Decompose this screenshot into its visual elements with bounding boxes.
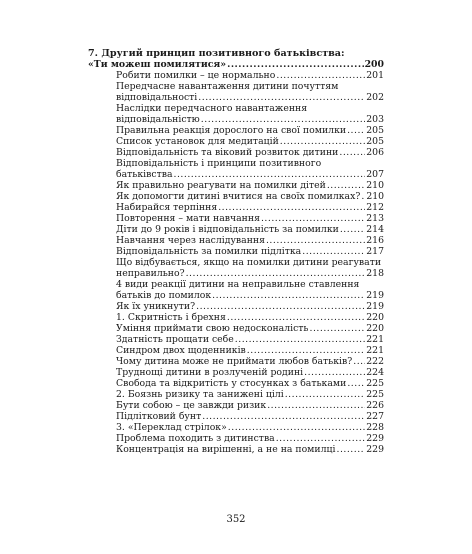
dot-leader (201, 114, 365, 125)
toc-entry-title: Проблема походить з дитинства (116, 433, 275, 444)
dot-leader (202, 411, 365, 422)
toc-entry-title-line: Передчасне навантаження дитини почуттям (116, 81, 339, 92)
toc-entry-title: Відповідальність та віковий розвиток дитини (116, 147, 339, 158)
toc-entry (88, 279, 384, 301)
dot-leader (276, 70, 365, 81)
toc-entry-row (88, 202, 384, 213)
toc-entry-title-line: Що відбувається, якщо на помилки дитини реагувати (116, 257, 382, 268)
toc-entry-row (88, 400, 384, 411)
toc-entry (88, 356, 384, 367)
section-heading: 7. Другий принцип позитивного батьківства: (88, 48, 345, 59)
dot-leader (227, 312, 365, 323)
toc-entry-row (88, 444, 384, 455)
dot-leader (339, 147, 365, 158)
toc-entry-page: 221 (366, 345, 384, 356)
toc-entry-row (88, 224, 384, 235)
dot-leader (261, 213, 365, 224)
toc-entry-page: 205 (366, 136, 384, 147)
toc-entry-title: Відповідальність за помилки підлітка (116, 246, 302, 257)
toc-entry-page: 201 (366, 70, 384, 81)
toc-entry-title: Як їх уникнути? (116, 301, 196, 312)
page-number: 352 (226, 514, 246, 525)
toc-entry-row (88, 59, 384, 70)
toc-entry (88, 323, 384, 334)
toc-entry (88, 59, 384, 70)
toc-entry-title: Здатність прощати себе (116, 334, 234, 345)
toc-entry-row (88, 334, 384, 345)
toc-entry-title: Набирайся терпіння (116, 202, 218, 213)
toc-entry-title: батьківства (116, 169, 173, 180)
toc-entry-title: Концентрація на вирішенні, а не на помилці (116, 444, 336, 455)
toc-entry-title: батьків до помилок (116, 290, 212, 301)
dot-leader (227, 59, 364, 70)
toc-entry (88, 235, 384, 246)
toc-entry-row (88, 125, 384, 136)
toc-entry-row (88, 70, 384, 81)
toc-entry-page: 205 (366, 125, 384, 136)
toc-entry-page: 226 (366, 400, 384, 411)
dot-leader (267, 400, 365, 411)
toc-entry (88, 378, 384, 389)
toc-entry-row (88, 290, 384, 301)
toc-entry-title: неправильно? (116, 268, 185, 279)
toc-entry-title: Робити помилки – це нормально (116, 70, 276, 81)
dot-leader (212, 290, 365, 301)
dot-leader (347, 378, 365, 389)
toc-entries (88, 59, 384, 455)
dot-leader (198, 92, 365, 103)
toc-entry-row (88, 422, 384, 433)
toc-entry (88, 444, 384, 455)
toc-entry (88, 422, 384, 433)
toc-entry-page: 220 (366, 312, 384, 323)
dot-leader (186, 268, 366, 279)
dot-leader (196, 301, 365, 312)
toc-entry-title: 2. Боязнь ризику та занижені цілі (116, 389, 284, 400)
toc-entry-title: 1. Скритність і брехня (116, 312, 226, 323)
toc-entry-title: Як правильно реагувати на помилки дітей (116, 180, 326, 191)
toc-entry (88, 213, 384, 224)
table-of-contents (88, 48, 384, 455)
toc-entry-title-line: Відповідальність і принципи позитивного (116, 158, 322, 169)
toc-entry (88, 400, 384, 411)
toc-entry-title-line: 4 види реакції дитини на неправильне ставлення (116, 279, 360, 290)
toc-entry-page: 221 (366, 334, 384, 345)
toc-entry-title: Підлітковий бунт (116, 411, 202, 422)
toc-entry (88, 301, 384, 312)
toc-entry-title: відповідальності (116, 92, 198, 103)
dot-leader (247, 345, 365, 356)
toc-entry-page: 202 (366, 92, 384, 103)
toc-entry-title: Чому дитина може не приймати любов батьків? (116, 356, 353, 367)
toc-entry-row (88, 378, 384, 389)
toc-entry-title: відповідальністю (116, 114, 200, 125)
toc-entry (88, 257, 384, 279)
toc-entry (88, 180, 384, 191)
toc-entry-title: Уміння приймати свою недосконалість (116, 323, 309, 334)
toc-entry-title: Навчання через наслідування (116, 235, 265, 246)
dot-leader (228, 422, 365, 433)
toc-entry-page: 210 (366, 180, 384, 191)
toc-entry (88, 147, 384, 158)
toc-entry-page: 222 (366, 356, 384, 367)
dot-leader (235, 334, 365, 345)
toc-entry (88, 224, 384, 235)
toc-entry-page: 207 (366, 169, 384, 180)
toc-entry-page: 219 (366, 301, 384, 312)
dot-leader (304, 367, 365, 378)
dot-leader (302, 246, 365, 257)
toc-entry (88, 367, 384, 378)
toc-entry-title: Діти до 9 років і відповідальність за помилки (116, 224, 339, 235)
toc-entry (88, 202, 384, 213)
toc-entry-row (88, 213, 384, 224)
toc-entry-page: 219 (366, 290, 384, 301)
toc-entry-row (88, 114, 384, 125)
toc-entry-page: 229 (366, 444, 384, 455)
toc-entry-row (88, 345, 384, 356)
toc-entry-page: 210 (366, 191, 385, 202)
toc-entry-page: 217 (366, 246, 384, 257)
toc-entry-row (88, 389, 384, 400)
toc-entry-row (88, 433, 384, 444)
dot-leader (353, 356, 365, 367)
toc-entry-title: Бути собою – це завжди ризик (116, 400, 267, 411)
toc-entry (88, 389, 384, 400)
toc-entry-page: 206 (366, 147, 384, 158)
toc-entry-row (88, 147, 384, 158)
toc-entry-row (88, 323, 384, 334)
toc-entry-page: 225 (366, 378, 384, 389)
toc-entry-title: Як допомогти дитині вчитися на своїх помилках? (116, 191, 361, 202)
toc-entry-page: 200 (364, 59, 384, 70)
dot-leader (361, 191, 365, 202)
dot-leader (276, 433, 366, 444)
toc-entry (88, 125, 384, 136)
toc-entry-row (88, 235, 384, 246)
toc-entry (88, 334, 384, 345)
toc-entry (88, 158, 384, 180)
toc-entry-row (88, 312, 384, 323)
toc-entry-page: 213 (366, 213, 384, 224)
dot-leader (340, 224, 365, 235)
toc-entry (88, 433, 384, 444)
toc-entry-row (88, 301, 384, 312)
toc-entry-row (88, 411, 384, 422)
toc-entry-title: «Ти можеш помилятися» (88, 59, 227, 70)
dot-leader (174, 169, 366, 180)
toc-entry-page: 225 (366, 389, 384, 400)
dot-leader (310, 323, 366, 334)
toc-entry-page: 216 (366, 235, 384, 246)
toc-entry-title: Синдром двох щоденників (116, 345, 246, 356)
toc-entry-page: 214 (366, 224, 384, 235)
toc-entry-page: 212 (366, 202, 384, 213)
toc-entry (88, 136, 384, 147)
toc-entry-page: 229 (366, 433, 384, 444)
toc-entry (88, 103, 384, 125)
dot-leader (285, 389, 366, 400)
toc-entry-title: 3. «Переклад стрілок» (116, 422, 227, 433)
dot-leader (327, 180, 365, 191)
toc-entry-title: Правильна реакція дорослого на свої помилки (116, 125, 347, 136)
toc-entry (88, 411, 384, 422)
toc-entry-title: Повторення – мати навчання (116, 213, 260, 224)
dot-leader (280, 136, 365, 147)
toc-entry-page: 228 (366, 422, 384, 433)
toc-entry-page: 224 (366, 367, 384, 378)
toc-entry-title: Труднощі дитини в розлученій родині (116, 367, 304, 378)
toc-entry-row (88, 136, 384, 147)
toc-entry (88, 246, 384, 257)
toc-entry (88, 191, 384, 202)
toc-entry-title: Свобода та відкритість у стосунках з батьками (116, 378, 347, 389)
dot-leader (218, 202, 365, 213)
toc-entry-row (88, 92, 384, 103)
toc-entry-row (88, 169, 384, 180)
toc-entry-row (88, 246, 384, 257)
toc-entry (88, 312, 384, 323)
toc-entry-row (88, 367, 384, 378)
toc-entry-page: 220 (366, 323, 384, 334)
toc-entry-page: 203 (366, 114, 384, 125)
toc-entry-row (88, 180, 384, 191)
toc-entry-title-line: Наслідки передчасного навантаження (116, 103, 308, 114)
toc-entry-row (88, 356, 384, 367)
toc-entry (88, 345, 384, 356)
toc-entry-page: 227 (366, 411, 384, 422)
toc-entry-row (88, 191, 384, 202)
toc-entry (88, 81, 384, 103)
dot-leader (266, 235, 365, 246)
dot-leader (336, 444, 365, 455)
toc-entry-row (88, 268, 384, 279)
toc-entry-title: Список установок для медитацій (116, 136, 279, 147)
toc-entry-page: 218 (366, 268, 384, 279)
toc-entry (88, 70, 384, 81)
dot-leader (347, 125, 365, 136)
